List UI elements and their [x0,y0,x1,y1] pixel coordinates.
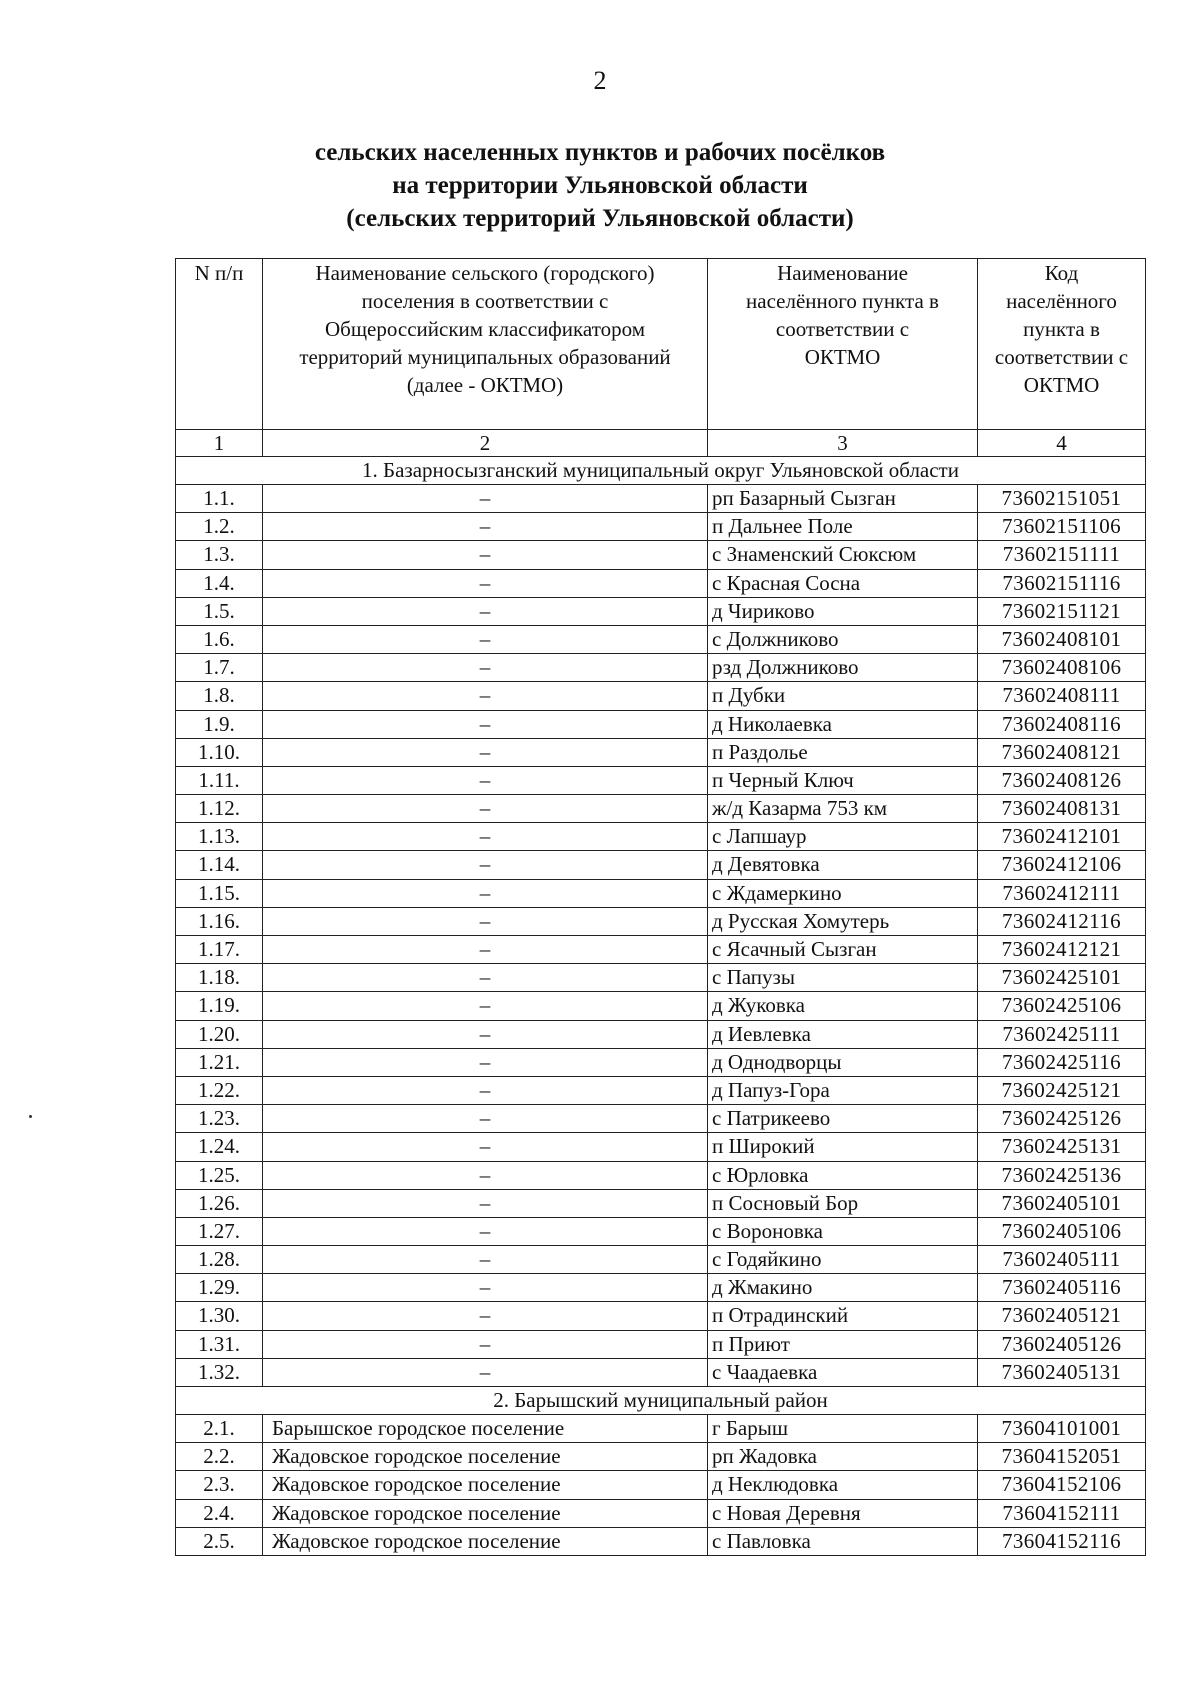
column-number-row [176,430,1146,457]
row-number: 1.24. [176,1133,263,1161]
table-row [176,1246,1146,1274]
locality-code: 73602151111 [978,541,1146,569]
table-row [176,766,1146,794]
locality-code: 73602151051 [978,485,1146,513]
locality-code: 73602405126 [978,1330,1146,1358]
row-number: 1.7. [176,654,263,682]
row-number: 1.27. [176,1217,263,1245]
locality-code: 73602408121 [978,738,1146,766]
table-row [176,992,1146,1020]
locality-name: д Жмакино [708,1274,978,1302]
settlement-name: – [263,1105,708,1133]
locality-code: 73602405101 [978,1189,1146,1217]
row-number: 1.22. [176,1076,263,1104]
table-row [176,1302,1146,1330]
locality-code: 73602425126 [978,1105,1146,1133]
locality-code: 73602425131 [978,1133,1146,1161]
settlement-name: – [263,625,708,653]
locality-code: 73604152051 [978,1443,1146,1471]
table-row [176,1499,1146,1527]
row-number: 1.26. [176,1189,263,1217]
settlement-name: – [263,513,708,541]
settlement-name: – [263,1076,708,1104]
locality-code: 73602425106 [978,992,1146,1020]
table-row [176,654,1146,682]
locality-code: 73602412111 [978,879,1146,907]
settlement-name: – [263,710,708,738]
locality-code: 73602425136 [978,1161,1146,1189]
locality-code: 73602412106 [978,851,1146,879]
table-row [176,1105,1146,1133]
row-number: 1.2. [176,513,263,541]
row-number: 1.11. [176,766,263,794]
settlement-name: – [263,738,708,766]
locality-code: 73602408106 [978,654,1146,682]
table-row [176,907,1146,935]
locality-name: с Павловка [708,1527,978,1555]
settlement-name: – [263,541,708,569]
header-settlement-oktmo: Наименование сельского (городского) поселения в соответствии с Общероссийским классификатором территорий муниципальных образований (далее - ОКТМО) [263,259,708,430]
locality-code: 73602405116 [978,1274,1146,1302]
row-number: 1.21. [176,1048,263,1076]
table-row [176,1020,1146,1048]
title-line-1: сельских населенных пунктов и рабочих посёлков [314,139,886,166]
table-row [176,625,1146,653]
locality-code: 73602425121 [978,1076,1146,1104]
row-number: 1.6. [176,625,263,653]
row-number: 1.16. [176,907,263,935]
settlement-name: – [263,682,708,710]
settlement-name: – [263,1189,708,1217]
settlement-name: Жадовское городское поселение [263,1443,708,1471]
settlement-name: – [263,1302,708,1330]
locality-name: с Годяйкино [708,1246,978,1274]
settlement-name: – [263,1330,708,1358]
title-line-3: (сельских территорий Ульяновской области) [346,205,854,232]
locality-name: с Папузы [708,964,978,992]
row-number: 1.4. [176,569,263,597]
row-number: 2.3. [176,1471,263,1499]
table-row [176,569,1146,597]
locality-code: 73604152116 [978,1527,1146,1555]
table-row [176,1133,1146,1161]
locality-code: 73602408101 [978,625,1146,653]
locality-name: с Вороновка [708,1217,978,1245]
table-row [176,964,1146,992]
row-number: 1.23. [176,1105,263,1133]
document-title [0,136,1200,235]
locality-name: д Иевлевка [708,1020,978,1048]
row-number: 1.18. [176,964,263,992]
locality-code: 73602405131 [978,1358,1146,1386]
section-title: 1. Базарносызганский муниципальный округ Ульяновской области [176,457,1146,485]
locality-name: рзд Должниково [708,654,978,682]
locality-code: 73602151106 [978,513,1146,541]
locality-code: 73604152106 [978,1471,1146,1499]
section-row [176,1387,1146,1415]
table-row [176,1471,1146,1499]
locality-name: с Должниково [708,625,978,653]
settlements-table [175,258,1146,1556]
row-number: 1.14. [176,851,263,879]
row-number: 1.17. [176,936,263,964]
table-row [176,1358,1146,1386]
section-title: 2. Барышский муниципальный район [176,1387,1146,1415]
table-row [176,1161,1146,1189]
row-number: 1.15. [176,879,263,907]
settlement-name: Жадовское городское поселение [263,1499,708,1527]
locality-name: п Сосновый Бор [708,1189,978,1217]
settlement-name: – [263,964,708,992]
settlement-name: – [263,795,708,823]
table-row [176,710,1146,738]
settlement-name: – [263,1020,708,1048]
locality-code: 73602408131 [978,795,1146,823]
locality-name: д Николаевка [708,710,978,738]
locality-code: 73602412121 [978,936,1146,964]
table-row [176,1274,1146,1302]
row-number: 1.30. [176,1302,263,1330]
table-row [176,1048,1146,1076]
locality-name: рп Базарный Сызган [708,485,978,513]
settlement-name: – [263,597,708,625]
section-row [176,457,1146,485]
table-row [176,541,1146,569]
settlement-name: – [263,485,708,513]
settlement-name: – [263,766,708,794]
table-row [176,513,1146,541]
settlement-name: Жадовское городское поселение [263,1527,708,1555]
locality-name: д Неклюдовка [708,1471,978,1499]
row-number: 1.20. [176,1020,263,1048]
locality-name: с Ждамеркино [708,879,978,907]
settlement-name: – [263,1246,708,1274]
row-number: 1.3. [176,541,263,569]
locality-name: с Чаадаевка [708,1358,978,1386]
table-row [176,879,1146,907]
settlement-name: – [263,1133,708,1161]
header-number: N п/п [176,259,263,430]
table-row [176,485,1146,513]
table-row [176,682,1146,710]
table-row [176,1189,1146,1217]
locality-name: ж/д Казарма 753 км [708,795,978,823]
locality-name: д Девятовка [708,851,978,879]
table-row [176,1330,1146,1358]
settlement-name: – [263,1274,708,1302]
table-row [176,823,1146,851]
locality-name: г Барыш [708,1415,978,1443]
table-row [176,1527,1146,1555]
locality-code: 73602412116 [978,907,1146,935]
table-row [176,1443,1146,1471]
locality-name: д Однодворцы [708,1048,978,1076]
table-row [176,1415,1146,1443]
locality-code: 73602405111 [978,1246,1146,1274]
settlement-name: – [263,879,708,907]
settlement-name: – [263,1161,708,1189]
column-number: 4 [978,430,1146,457]
locality-code: 73602425111 [978,1020,1146,1048]
table-row [176,795,1146,823]
locality-code: 73602408126 [978,766,1146,794]
settlement-name: Барышское городское поселение [263,1415,708,1443]
settlement-name: – [263,851,708,879]
locality-name: п Приют [708,1330,978,1358]
row-number: 1.28. [176,1246,263,1274]
row-number: 2.1. [176,1415,263,1443]
table-row [176,1076,1146,1104]
locality-name: д Русская Хомутерь [708,907,978,935]
row-number: 1.9. [176,710,263,738]
row-number: 2.4. [176,1499,263,1527]
header-locality-name: Наименование населённого пункта в соответствии с ОКТМО [708,259,978,430]
locality-name: с Новая Деревня [708,1499,978,1527]
settlement-name: Жадовское городское поселение [263,1471,708,1499]
table-row [176,1217,1146,1245]
locality-code: 73602405121 [978,1302,1146,1330]
locality-name: п Черный Ключ [708,766,978,794]
row-number: 1.25. [176,1161,263,1189]
locality-code: 73602408111 [978,682,1146,710]
row-number: 1.10. [176,738,263,766]
row-number: 2.2. [176,1443,263,1471]
title-line-2: на территории Ульяновской области [392,172,808,199]
locality-code: 73602408116 [978,710,1146,738]
row-number: 1.12. [176,795,263,823]
settlement-name: – [263,823,708,851]
column-number: 2 [263,430,708,457]
locality-name: п Раздолье [708,738,978,766]
settlement-name: – [263,569,708,597]
header-locality-code: Код населённого пункта в соответствии с ОКТМО [978,259,1146,430]
locality-name: д Жуковка [708,992,978,1020]
table-body [176,457,1146,1556]
table-header-row [176,259,1146,430]
locality-name: п Дубки [708,682,978,710]
locality-code: 73602405106 [978,1217,1146,1245]
row-number: 1.13. [176,823,263,851]
locality-name: п Широкий [708,1133,978,1161]
locality-code: 73602412101 [978,823,1146,851]
row-number: 1.29. [176,1274,263,1302]
table-row [176,597,1146,625]
table-row [176,936,1146,964]
row-number: 1.5. [176,597,263,625]
column-number: 1 [176,430,263,457]
settlement-name: – [263,992,708,1020]
column-number: 3 [708,430,978,457]
page-number: 2 [593,66,607,95]
locality-name: п Дальнее Поле [708,513,978,541]
row-number: 1.1. [176,485,263,513]
row-number: 1.31. [176,1330,263,1358]
settlement-name: – [263,1217,708,1245]
locality-name: с Лапшаур [708,823,978,851]
table-row [176,851,1146,879]
table-row [176,738,1146,766]
locality-name: рп Жадовка [708,1443,978,1471]
settlement-name: – [263,1358,708,1386]
settlement-name: – [263,936,708,964]
settlement-name: – [263,907,708,935]
locality-code: 73602425101 [978,964,1146,992]
locality-name: д Папуз-Гора [708,1076,978,1104]
row-number: 2.5. [176,1527,263,1555]
locality-name: п Отрадинский [708,1302,978,1330]
locality-code: 73602425116 [978,1048,1146,1076]
locality-code: 73604152111 [978,1499,1146,1527]
scan-speck [29,1115,32,1118]
locality-name: д Чириково [708,597,978,625]
locality-name: с Патрикеево [708,1105,978,1133]
locality-name: с Ясачный Сызган [708,936,978,964]
locality-name: с Юрловка [708,1161,978,1189]
locality-name: с Знаменский Сюксюм [708,541,978,569]
row-number: 1.32. [176,1358,263,1386]
row-number: 1.8. [176,682,263,710]
settlement-name: – [263,1048,708,1076]
locality-name: с Красная Сосна [708,569,978,597]
locality-code: 73604101001 [978,1415,1146,1443]
locality-code: 73602151116 [978,569,1146,597]
row-number: 1.19. [176,992,263,1020]
settlement-name: – [263,654,708,682]
locality-code: 73602151121 [978,597,1146,625]
